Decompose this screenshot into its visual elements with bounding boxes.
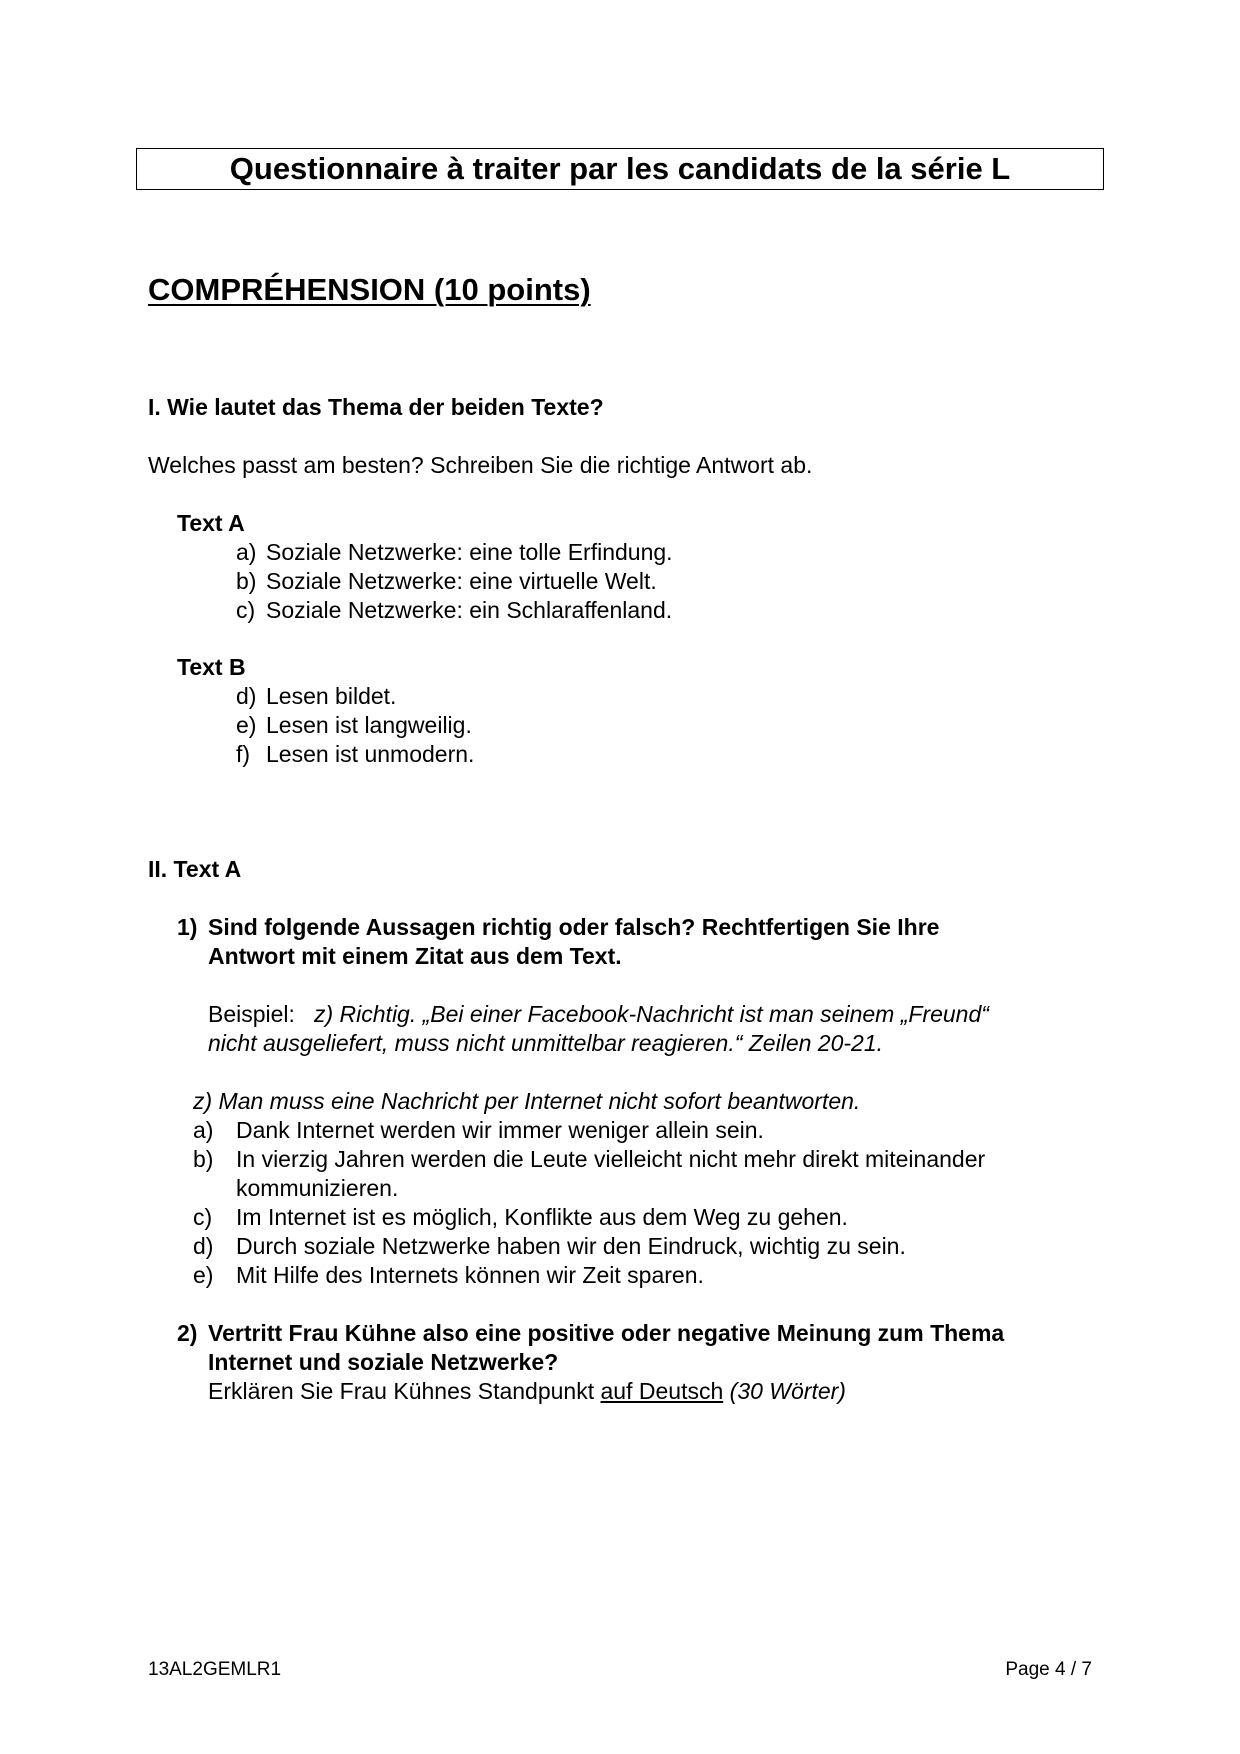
option-letter-c: c)	[236, 597, 256, 623]
option-text-c: Soziale Netzwerke: ein Schlaraffenland.	[266, 597, 673, 623]
example-line1: z) Richtig. „Bei einer Facebook-Nachricht ist man seinem „Freund“	[314, 1001, 989, 1027]
statement-text-d: Durch soziale Netzwerke haben wir den Eindruck, wichtig zu sein.	[236, 1233, 906, 1259]
q2-line1: Vertritt Frau Kühne also eine positive oder negative Meinung zum Thema	[208, 1320, 1005, 1346]
statement-text-c: Im Internet ist es möglich, Konflikte aus dem Weg zu gehen.	[236, 1204, 848, 1230]
option-text-f: Lesen ist unmodern.	[266, 741, 475, 767]
option-text-a: Soziale Netzwerke: eine tolle Erfindung.	[266, 539, 673, 565]
q1-number: 1)	[177, 914, 198, 940]
section2-heading: II. Text A	[148, 856, 242, 882]
z-statement: z) Man muss eine Nachricht per Internet nicht sofort beantworten.	[193, 1088, 861, 1114]
option-text-b: Soziale Netzwerke: eine virtuelle Welt.	[266, 568, 657, 594]
footer-code: 13AL2GEMLR1	[148, 1659, 282, 1680]
statement-text-a: Dank Internet werden wir immer weniger allein sein.	[236, 1117, 764, 1143]
option-letter-d: d)	[236, 683, 257, 709]
option-letter-f: f)	[236, 741, 251, 767]
statement-text-b: In vierzig Jahren werden die Leute vielleicht nicht mehr direkt miteinander	[236, 1146, 986, 1172]
q2-instruction-prefix: Erklären Sie Frau Kühnes Standpunkt	[208, 1378, 601, 1404]
section1-heading: I. Wie lautet das Thema der beiden Texte?	[148, 394, 604, 420]
statement-letter-a: a)	[193, 1117, 214, 1143]
option-letter-e: e)	[236, 712, 257, 738]
example-line2: nicht ausgeliefert, muss nicht unmittelbar reagieren.“ Zeilen 20-21.	[208, 1030, 884, 1056]
option-text-d: Lesen bildet.	[266, 683, 397, 709]
statement-letter-e: e)	[193, 1262, 214, 1288]
statement-letter-c: c)	[193, 1204, 213, 1230]
q1-line1: Sind folgende Aussagen richtig oder falsch? Rechtfertigen Sie Ihre	[208, 914, 940, 940]
page-title: Questionnaire à traiter par les candidats de la série L	[229, 151, 1011, 186]
section-heading-comprehension: COMPRÉHENSION (10 points)	[148, 272, 591, 307]
footer-page-number: Page 4 / 7	[1005, 1659, 1092, 1680]
option-letter-b: b)	[236, 568, 257, 594]
statement-letter-d: d)	[193, 1233, 214, 1259]
statement-text-e: Mit Hilfe des Internets können wir Zeit sparen.	[236, 1262, 704, 1288]
option-letter-a: a)	[236, 539, 257, 565]
q2-instruction-underlined: auf Deutsch	[600, 1378, 724, 1404]
q2-line2: Internet und soziale Netzwerke?	[208, 1349, 559, 1375]
section1-instruction: Welches passt am besten? Schreiben Sie die richtige Antwort ab.	[148, 452, 813, 478]
q2-instruction	[208, 1377, 846, 1406]
text-a-label: Text A	[177, 510, 245, 536]
q2-number: 2)	[177, 1320, 198, 1346]
text-b-label: Text B	[177, 654, 246, 680]
example-label: Beispiel:	[208, 1001, 295, 1027]
q1-line2: Antwort mit einem Zitat aus dem Text.	[208, 943, 622, 969]
statement-text-b-cont: kommunizieren.	[236, 1175, 399, 1201]
statement-letter-b: b)	[193, 1146, 214, 1172]
q2-instruction-suffix: (30 Wörter)	[729, 1378, 846, 1404]
option-text-e: Lesen ist langweilig.	[266, 712, 472, 738]
